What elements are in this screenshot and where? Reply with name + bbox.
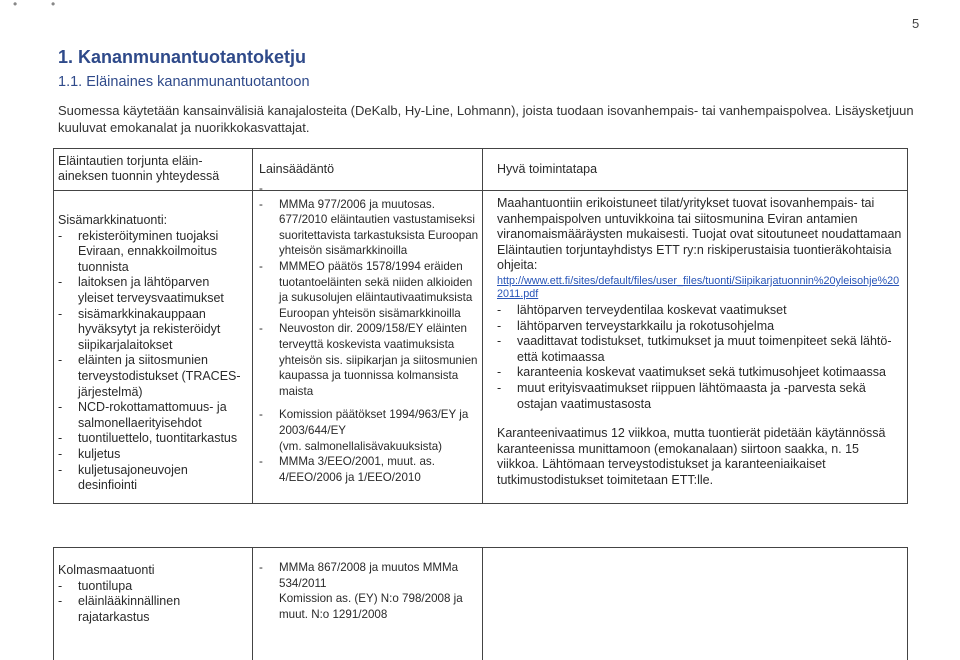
table-border (53, 547, 908, 548)
list-item: - NCD-rokottamattomuus- ja salmonellaerityisehdot (58, 400, 248, 431)
table-border (53, 190, 908, 191)
list-item: - Komission päätökset 1994/963/EY ja 2003/644/EY (259, 407, 479, 438)
import-practice-paragraph: Maahantuontiin erikoistuneet tilat/yritykset tuovat isovanhempais- tai vanhempaispolven untuvikkoina tai siitosmunina Eviran antamien viranomaismääräysten mukaisesti. Tuojat ovat sitoutuneet noudattamaan Eläintautien torjuntayhdistys ETT ry:n riskiperustaisia tuontieräkohtaisia ohjeita: (497, 196, 902, 273)
column-header-good-practice: Hyvä toimintatapa (497, 162, 598, 176)
page-number: 5 (912, 16, 920, 31)
third-country-legislation-cell (259, 560, 479, 622)
table-border (53, 148, 54, 504)
scan-mark: • (51, 0, 56, 11)
list-item-text: lähtöparven terveystarkkailu ja rokotusohjelma (517, 318, 775, 333)
scan-mark: • (13, 0, 18, 11)
list-item: - eläinten ja siitosmunien terveystodistukset (TRACES-järjestelmä) (58, 353, 248, 400)
list-item: - lähtöparven terveystarkkailu ja rokotusohjelma (497, 319, 902, 335)
quarantine-paragraph: Karanteenivaatimus 12 viikkoa, mutta tuontierät pidetään käytännössä karanteenissa munittamoon (emokanalaan) siirtoon saakka, n. 15 viikkoa. Lähtömaan terveystodistukset ja karanteeniaikaiset tutkimustodistukset toimitetaan ETT:lle. (497, 426, 886, 487)
list-item-text: kuljetus (78, 446, 121, 461)
list-item-text: tuontilupa (78, 578, 133, 593)
list-item: - tuontiluettelo, tuontitarkastus (58, 431, 248, 447)
list-item-continuation: Komission as. (EY) N:o 798/2008 ja muut. N:o 1291/2008 (279, 592, 463, 621)
list-item-text: laitoksen ja lähtöparven yleiset terveysvaatimukset (78, 275, 224, 305)
list-item-text: Komission päätökset 1994/963/EY ja 2003/644/EY (279, 408, 469, 437)
column-header-disease-control: Eläintautien torjunta eläin-aineksen tuonnin yhteydessä (58, 154, 220, 183)
list-item-text: eläinten ja siitosmunien terveystodistukset (TRACES-järjestelmä) (78, 353, 241, 399)
table-border (252, 547, 253, 660)
list-item: - laitoksen ja lähtöparven yleiset terveysvaatimukset (58, 275, 248, 306)
list-item: - vaadittavat todistukset, tutkimukset ja muut toimenpiteet sekä lähtö- että kotimaassa (497, 334, 902, 365)
list-item: - MMMa 867/2008 ja muutos MMMa 534/2011 (259, 560, 479, 591)
list-item: - MMMa 977/2006 ja muutosas. (259, 197, 479, 213)
table-border (53, 503, 908, 504)
list-item: - karanteenia koskevat vaatimukset sekä tutkimusohjeet kotimaassa (497, 365, 902, 381)
list-item-text: MMMa 977/2006 ja muutosas. (279, 197, 435, 211)
list-item-text: kuljetusajoneuvojen desinfiointi (78, 462, 188, 493)
list-item-text: vaadittavat todistukset, tutkimukset ja muut toimenpiteet sekä lähtö- että kotimaassa (517, 334, 892, 364)
list-item-continuation: (vm. salmonellalisävakuuksista) (279, 439, 443, 453)
table-border (907, 547, 908, 660)
disease-control-cell (58, 199, 248, 494)
table-border (907, 148, 908, 504)
list-item: - rekisteröityminen tuojaksi Eviraan, ennakkoilmoitus tuonnista (58, 229, 248, 276)
list-item-text: MMMa 867/2008 ja muutos MMMa 534/2011 (279, 561, 459, 590)
list-item-text: MMMa 3/EEO/2001, muut. as. 4/EEO/2006 ja 1/EEO/2010 (279, 455, 435, 484)
list-item-text: tuontiluettelo, tuontitarkastus (78, 431, 238, 446)
internal-market-title: Sisämarkkinatuonti: (58, 213, 168, 227)
list-item-text: muut erityisvaatimukset riippuen lähtömaasta ja -parvesta sekä ostajan vaatimustasosta (517, 380, 866, 411)
list-item: - MMMEO päätös 1578/1994 eräiden tuotantoeläinten sekä niiden alkioiden ja sukusolujen eläintautivaatimuksista Euroopan yhteisön sisämarkkinoilla (259, 259, 479, 321)
table-border (53, 547, 54, 660)
third-country-title: Kolmasmaatuonti (58, 563, 155, 577)
column-header-legislation: Lainsäädäntö (259, 162, 335, 176)
list-item-text: sisämarkkinakauppaan hyväksytyt ja rekisteröidyt siipikarjalaitokset (78, 306, 221, 352)
ett-guideline-link[interactable]: http://www.ett.fi/sites/default/files/user_files/tuonti/Siipikarjatuonnin%20yleisohje%20 2011.pdf (497, 274, 900, 300)
section-heading: 1. Kananmunantuotantoketju (58, 47, 307, 67)
intro-paragraph: Suomessa käytetään kansainvälisiä kanajalosteita (DeKalb, Hy-Line, Lohmann), joista tuodaan isovanhempais- tai vanhempaispolvea. Lisäysketjuun kuuluvat emokanalat ja nuorikkokasvattajat. (58, 103, 914, 135)
list-item-text: Neuvoston dir. 2009/158/EY eläinten terveyttä koskevista vaatimuksista yhteisön sis. siipikarjan ja siitosmunien kaupassa ja tuonnissa kolmansista maista (279, 322, 478, 398)
list-item-text: karanteenia koskevat vaatimukset sekä tutkimusohjeet kotimaassa (517, 365, 886, 380)
table-border (53, 148, 908, 149)
list-item-continuation: 677/2010 eläintautien vastustamiseksi suoritettavista tarkastuksista Euroopan yhteisön sisämarkkinoilla (279, 213, 479, 258)
subsection-heading: 1.1. Eläinaines kananmunantuotantoon (58, 74, 310, 90)
list-item-text: eläinlääkinnällinen rajatarkastus (78, 594, 181, 624)
list-item: - eläinlääkinnällinen rajatarkastus (58, 594, 248, 625)
list-item: - Neuvoston dir. 2009/158/EY eläinten terveyttä koskevista vaatimuksista yhteisön sis. siipikarjan ja siitosmunien kaupassa ja tuonnissa kolmansista maista (259, 322, 478, 398)
good-practice-cell (497, 196, 902, 489)
list-item: - lähtöparven terveydentilaa koskevat vaatimukset (497, 303, 902, 319)
list-item-text: NCD-rokottamattomuus- ja salmonellaerityisehdot (78, 400, 227, 430)
table-border (482, 148, 483, 504)
list-item: - sisämarkkinakauppaan hyväksytyt ja rekisteröidyt siipikarjalaitokset (58, 307, 248, 354)
list-item: - tuontilupa (58, 579, 248, 595)
list-item-text: rekisteröityminen tuojaksi Eviraan, ennakkoilmoitus tuonnista (78, 228, 219, 274)
list-item-text: lähtöparven terveydentilaa koskevat vaatimukset (517, 302, 787, 317)
list-item: - kuljetus (58, 447, 248, 463)
list-item: - MMMa 3/EEO/2001, muut. as. 4/EEO/2006 ja 1/EEO/2010 (259, 454, 479, 485)
third-country-cell (58, 563, 248, 625)
list-item-text: MMMEO päätös 1578/1994 eräiden tuotantoeläinten sekä niiden alkioiden ja sukusolujen eläintautivaatimuksista Euroopan yhteisön sisämarkkinoilla (279, 259, 473, 320)
empty-dash: - (259, 182, 263, 195)
list-item: - muut erityisvaatimukset riippuen lähtömaasta ja -parvesta sekä ostajan vaatimustasosta (497, 381, 902, 412)
legislation-cell (259, 181, 479, 485)
list-item: - kuljetusajoneuvojen desinfiointi (58, 463, 248, 494)
table-border (252, 148, 253, 504)
table-border (482, 547, 483, 660)
